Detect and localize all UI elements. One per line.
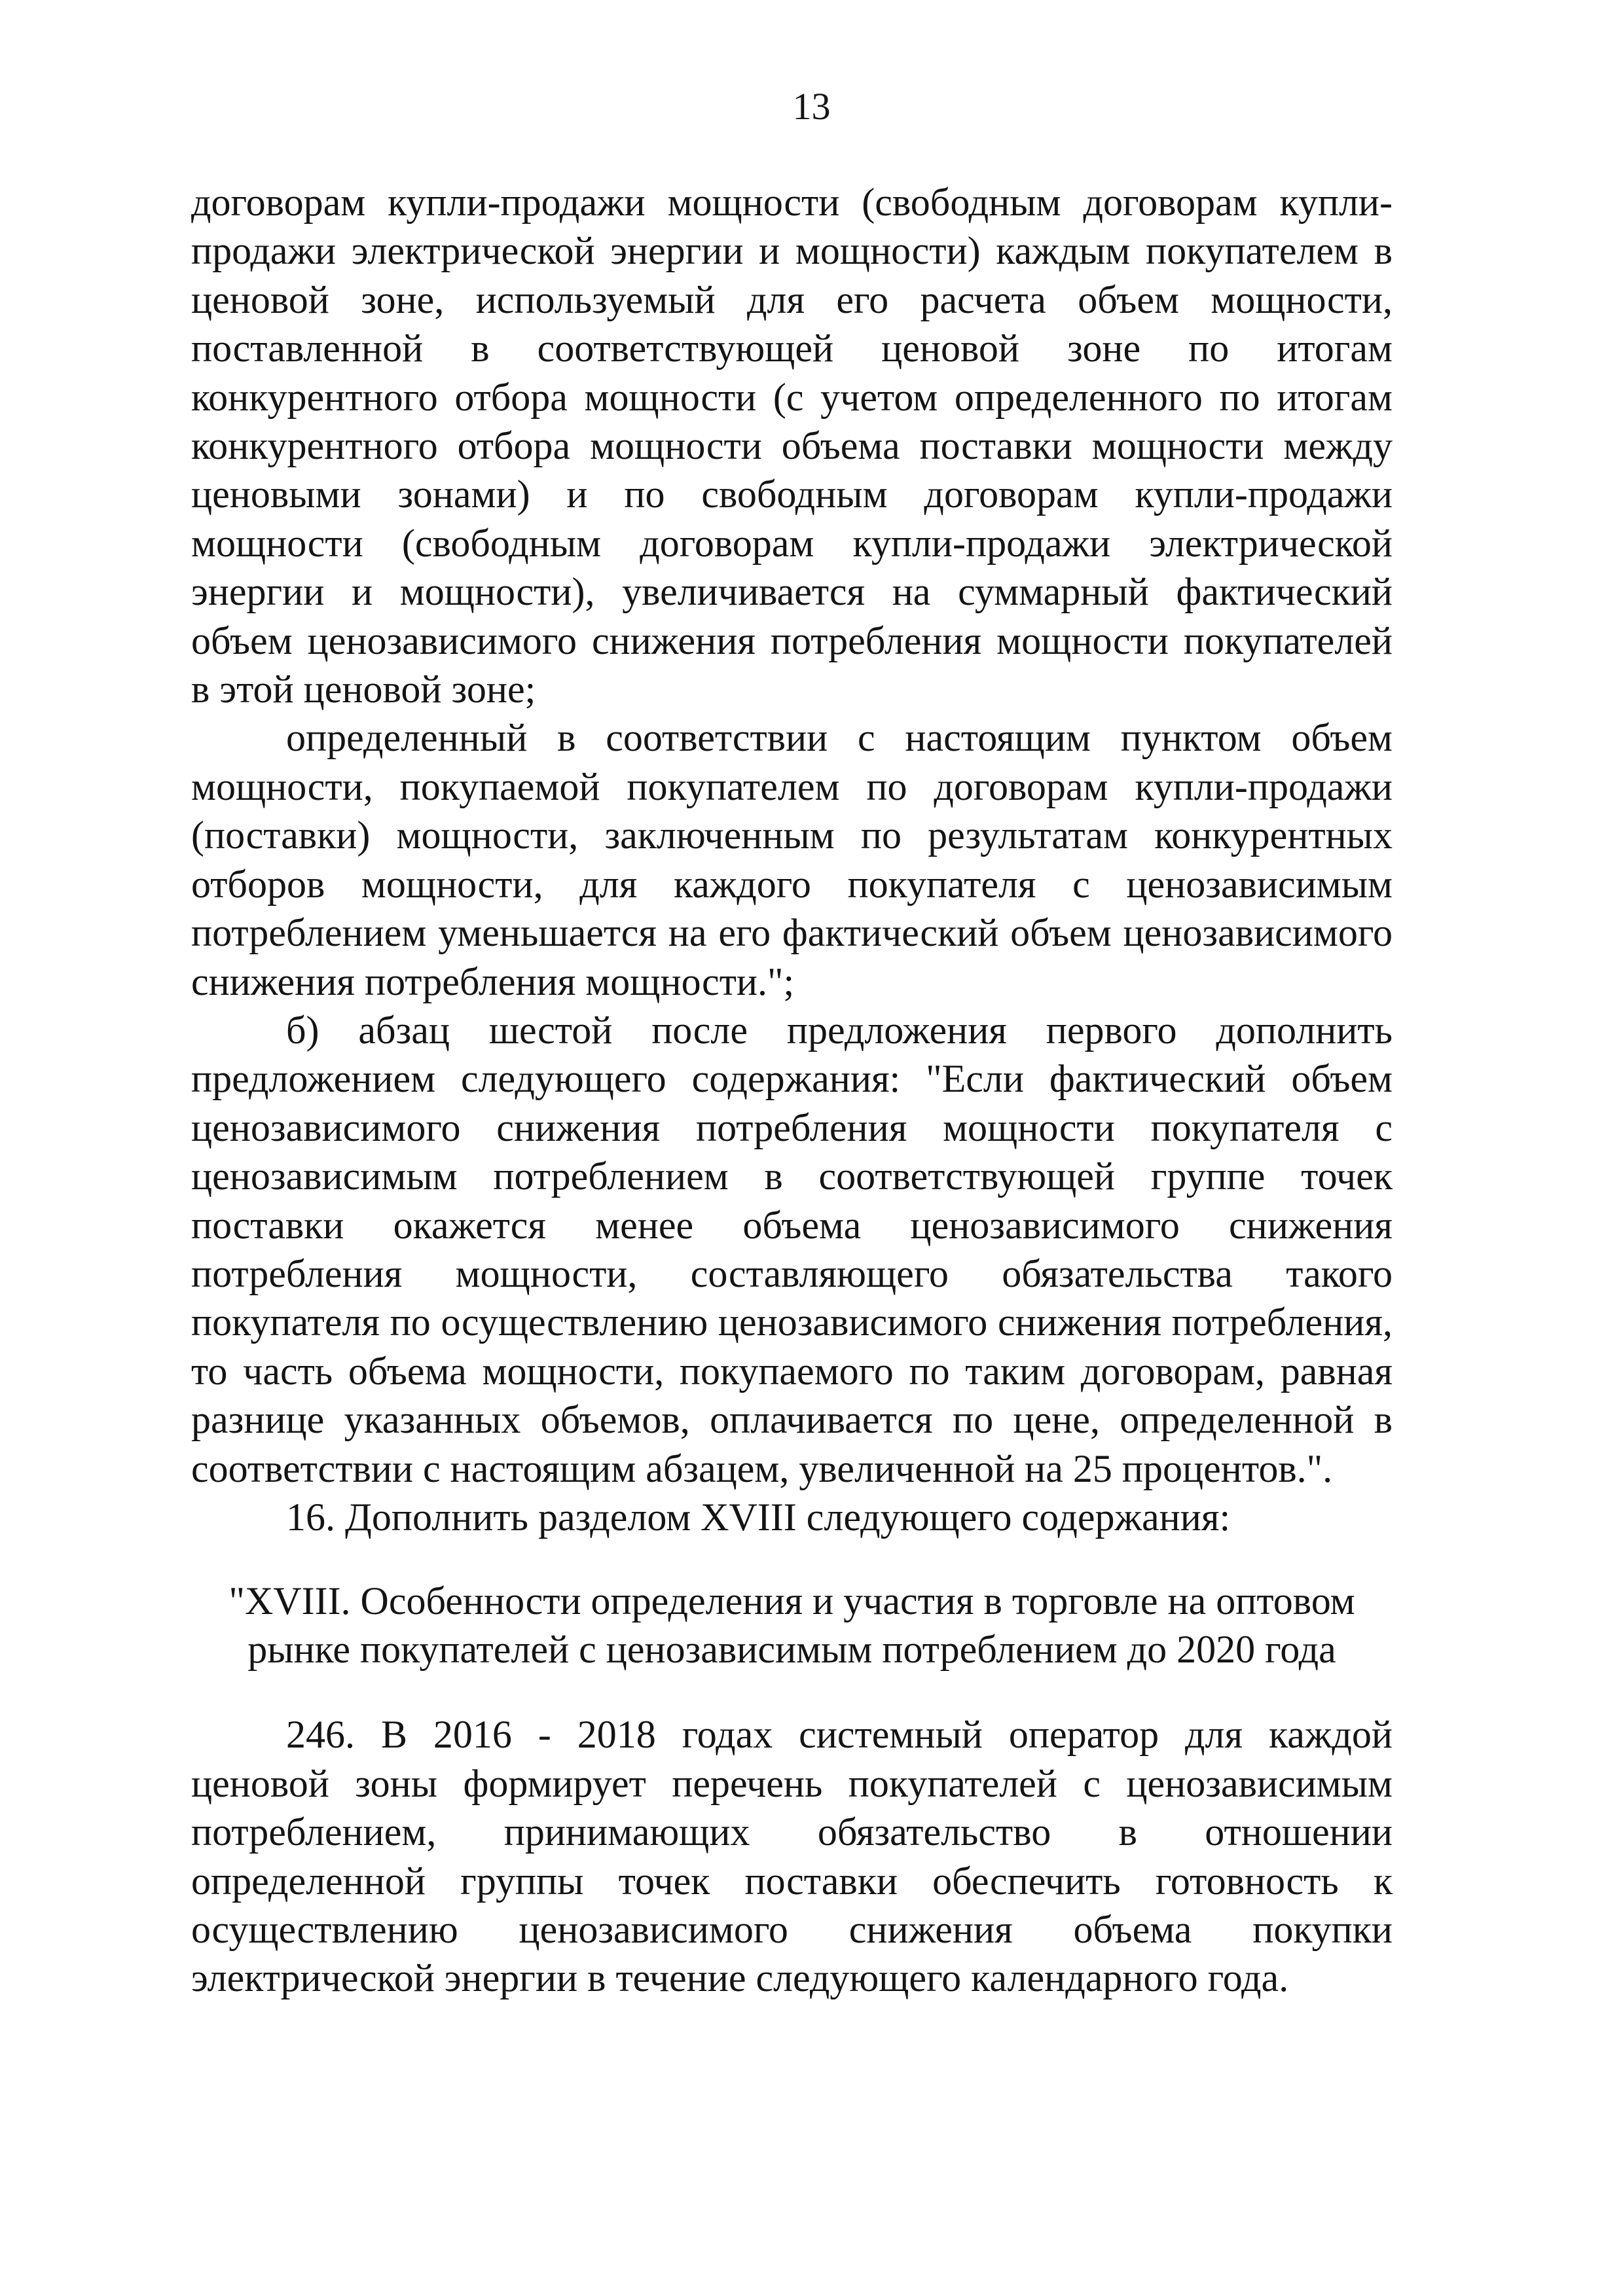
section-heading-line-1: "XVIII. Особенности определения и участия в торговле на оптовом	[228, 1579, 1355, 1623]
section-heading	[191, 1577, 1393, 1674]
section-heading-line-2: рынке покупателей с ценозависимым потреблением до 2020 года	[247, 1628, 1336, 1672]
paragraph-item-16: 16. Дополнить разделом XVIII следующего содержания:	[286, 1495, 1231, 1539]
page-number: 13	[792, 85, 831, 128]
paragraph-subitem-b: б) абзац шестой после предложения первого дополнить предложением следующего содержания: "Если фактический объем ценозависимого снижения потребления мощности покупателя с ценозависимым потреблением в соответствующей группе точек поставки окажется менее объема ценозависимого снижения потребления мощности, составляющего обязательства такого покупателя по осуществлению ценозависимого снижения потребления, то часть объема мощности, покупаемого по таким договорам, равная разнице указанных объемов, оплачивается по цене, определенной в соответствии с настоящим абзацем, увеличенной на 25 процентов.".	[191, 1008, 1393, 1490]
paragraph-item-246: 246. В 2016 - 2018 годах системный оператор для каждой ценовой зоны формирует перечень покупателей с ценозависимым потреблением, принимающих обязательство в отношении определенной группы точек поставки обеспечить готовность к осуществлению ценозависимого снижения объема покупки электрической энергии в течение следующего календарного года.	[191, 1713, 1393, 2000]
document-body	[191, 178, 1393, 2003]
paragraph-continuation: договорам купли-продажи мощности (свободным договорам купли-продажи электрической энергии и мощности) каждым покупателем в ценовой зоне, используемый для его расчета объем мощности, поставленной в соответствующей ценовой зоне по итогам конкурентного отбора мощности (с учетом определенного по итогам конкурентного отбора мощности объема поставки мощности между ценовыми зонами) и по свободным договорам купли-продажи мощности (свободным договорам купли-продажи электрической энергии и мощности), увеличивается на суммарный фактический объем ценозависимого снижения потребления мощности покупателей в этой ценовой зоне;	[191, 181, 1393, 711]
paragraph-determined-volume: определенный в соответствии с настоящим пунктом объем мощности, покупаемой покупателем по договорам купли-продажи (поставки) мощности, заключенным по результатам конкурентных отборов мощности, для каждого покупателя с ценозависимым потреблением уменьшается на его фактический объем ценозависимого снижения потребления мощности.";	[191, 716, 1393, 1003]
